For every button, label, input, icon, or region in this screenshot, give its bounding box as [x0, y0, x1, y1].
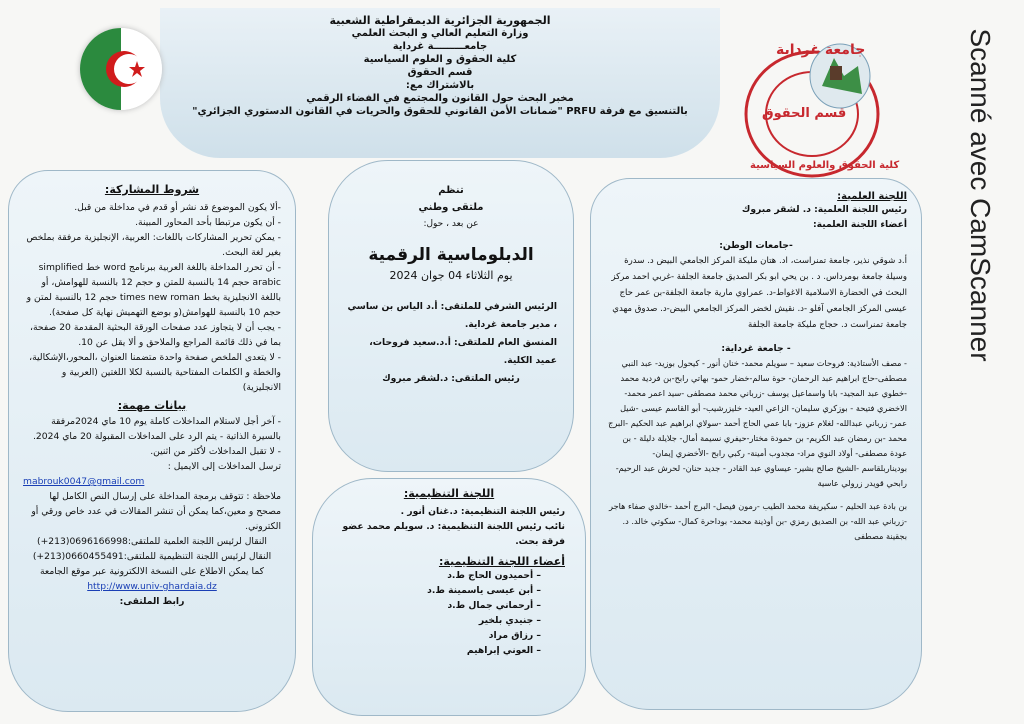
organizing-member: – أحميدون الحاج ط.د: [447, 570, 541, 581]
remote-text: عن بعد ، حول:: [423, 219, 479, 229]
seal-faculty-text: كلية الحقوق والعلوم السياسية: [750, 160, 900, 171]
condition-item: - يمكن تحرير المشاركات باللغات: العربية، الإنجليزية مرفقة بملخص بغير لغة البحث.: [26, 232, 281, 258]
national-universities-text: أ.د شوقي نذير، جامعة تمنراست، اد. هتان مليكة المركز الجامعي البيض د. سدرة وسيلة جامعة بومرداس. د . بن يحي ابو بكر الصديق جامعة الجلفة -غربي احمد مركز البحث في الحضارة الاسلامية الاغواط-د. عمراوي مارية جامعة الجلفة-بن عمر حاج عيسى المركز الجامعي آفلو -د. نقيش لخضر المركز الجامعي البيض-د. صدوق مهدي جامعة تمنراست د. حجاج مليكة جامعة الجلفة: [611, 256, 907, 330]
organizing-president: رئيس اللجنة التنظيمية: د.غنان أنور .: [400, 506, 565, 517]
header-republic: الجمهورية الجزائرية الديمقراطية الشعبية: [329, 14, 551, 27]
organizing-vice: نائب رئيس اللجنة التنظيمية: د. سويلم محمد عضو فرقة بحث.: [342, 521, 565, 547]
ghardaia-heading: - جامعة غرداية:: [721, 343, 791, 354]
dates-heading: بيانات مهمة:: [117, 399, 187, 412]
condition-item: -ألا يكون الموضوع قد نشر أو قدم في مداخلة من قبل.: [74, 202, 281, 213]
seal-university-text: جامعة غرداية: [776, 42, 866, 58]
website-link[interactable]: http://www.univ-ghardaia.dz: [87, 581, 217, 592]
access-text: كما يمكن الاطلاع على النسخة الالكترونية عبر موقع الجامعة: [39, 566, 265, 577]
conference-title: الدبلوماسية الرقمية: [368, 245, 534, 265]
organizing-heading: اللجنة التنظيمية:: [403, 487, 495, 500]
organizing-member: – رزاق مراد: [488, 630, 541, 641]
scanner-watermark: [950, 30, 1010, 360]
conference-date: يوم الثلاثاء 04 جوان 2024: [389, 269, 513, 282]
scientific-president: رئيس اللجنة العلمية: د. لشقر مبروك: [741, 204, 907, 215]
organizes-text: تنظم: [438, 185, 464, 196]
header-ministry: وزارة التعليم العالي و البحث العلمي: [351, 28, 529, 39]
condition-item: - لا يتعدى الملخص صفحة واحدة متضمنا العنوان ،المحور،الإشكالية، والخطة و الكلمات المفتاحية بالنسبة لكلا اللغتين (العربية و الانجليزية): [29, 352, 281, 393]
phone-organizing: النقال لرئيس اللجنة التنظيمية للملتقى:0660455491(213+): [32, 551, 272, 562]
conference-link-label: رابط الملتقى:: [119, 596, 185, 607]
scientific-members-label: أعضاء اللجنة العلمية:: [812, 219, 907, 230]
phone-scientific: النقال لرئيس اللجنة العلمية للملتقى:0696166998(213+): [37, 536, 267, 547]
university-seal-icon: [722, 36, 902, 186]
organizing-member: – أرحماني جمال ط.د: [447, 600, 541, 611]
organizing-member: – أبن عيسى ياسمينة ط.د: [427, 585, 541, 596]
header-lab: مخبر البحث حول القانون والمجتمع في الفضاء الرقمي: [306, 93, 574, 104]
header-university: جامعـــــــــة غرداية: [392, 41, 488, 52]
organizing-member: – العوني إبراهيم: [466, 645, 541, 656]
organizing-members-heading: أعضاء اللجنة التنظيمية:: [438, 555, 565, 568]
general-coordinator: المنسق العام للملتقى: أ.د.سعيد فروحات، عميد الكلية.: [369, 337, 557, 366]
header-department: قسم الحقوق: [407, 67, 473, 78]
header-partnership: بالاشتراك مع:: [405, 80, 475, 91]
scientific-committee-panel: [590, 178, 922, 710]
national-universities-heading: -جامعات الوطن:: [719, 240, 793, 251]
organizing-committee-panel: [312, 478, 586, 716]
conditions-panel: [8, 170, 296, 712]
scientific-heading: اللجنة العلمية:: [837, 191, 907, 202]
send-label: ترسل المداخلات إلى الايميل :: [167, 461, 281, 472]
conditions-heading: شروط المشاركة:: [104, 183, 200, 196]
conference-president: رئيس الملتقى: د.لشقر مبروك: [382, 373, 520, 384]
scanner-watermark-text: Scanné avec CamScanner: [965, 28, 996, 362]
condition-item: - أن تحرر المداخلة باللغة العربية ببرنامج word خط simplified arabic حجم 14 بالنسبة للمتن و حجم 12 بالنسبة للهوامش، أو باللغة الانجليزية بخط times new roman حجم 12 بالنسبة لمتن و حجم 10 بالنسبة للهوامش(و بوضع التهميش نهاية كل صفحة).: [26, 262, 281, 318]
condition-item: - يجب أن لا يتجاوز عدد صفحات الورقة البحثية المقدمة 20 صفحة، بما في ذلك قائمة المراجع والملاحق و ألا يقل عن 10.: [30, 322, 281, 348]
email-link[interactable]: mabrouk0047@gmail.com: [23, 476, 145, 487]
header-banner: [160, 8, 720, 158]
extra-members-text: بن بادة عبد الحليم - سكيريفة محمد الطيب -رمون فيصل- البرج أحمد -خالدي صفاء هاجر -زرباني عبد الله- بن الصديق رمزي -بن أوذينة محمد- بوداحرة كمال- سكوتي خالد. د. بجقينة مصطفى: [609, 501, 907, 541]
conference-panel: [328, 160, 574, 472]
header-prfu: بالتنسيق مع فرقة PRFU "ضمانات الأمن القانوني للحقوق والحريات في القانون الدستوري الجزائري": [192, 106, 688, 117]
honorary-president: الرئيس الشرفي للملتقى: أ.د الياس بن ساسي ، مدير جامعة غرداية.: [347, 301, 557, 330]
seal-department-text: قسم الحقوق: [762, 106, 847, 121]
algeria-flag-icon: [80, 28, 162, 110]
date-item: - آخر أجل لاستلام المداخلات كاملة يوم 10 ماي 2024مرفقة بالسيرة الذاتية - يتم الرد على المداخلات المقبولة 20 ماي 2024.: [33, 416, 281, 442]
condition-item: - أن يكون مرتبطا بأحد المحاور المبينة.: [135, 217, 281, 228]
organizing-member: – جنيدي بلخير: [478, 615, 541, 626]
note-text: ملاحظة : تتوقف برمجة المداخلة على إرسال النص الكامل لها مصحح و معين،كما يمكن أن تنشر المقالات في عدد خاص ورقي أو الكتروني.: [31, 491, 281, 532]
header-faculty: كلية الحقوق و العلوم السياسية: [363, 54, 517, 65]
event-type: ملتقى وطني: [418, 202, 484, 213]
date-item: - لا تقبل المداخلات لأكثر من اثنين.: [150, 446, 281, 457]
ghardaia-members-text: - مصف الأستاذية: فروحات سعيد – سويلم محمد- خنان أنور - كيحول بوزيد- عبد النبي مصطفى-حاج ابراهيم عبد الرحمان- حوة سالم-خضار حمو- بهاتي رابح-بن فردية محمد -خطوي عبد المجيد- بابا واسماعيل يوسف -زرباني محمد مصطفى -سيد اعمر محمد- الاخضري فتيحة - بوزكري سليمان- الزاعي العيد- خليزرشيب- أبو القاسم عيسى -شيل عمر- زرباني عبدالله- لغلام عزوز- بابا عمي الحاج أحمد -سولاي ابراهيم عبد الحكيم -البرج محمد -بن رمضان عبد الكريم- بن حمودة مختار-حيفري نسيمة أمال- جلايلة دليلة - بن عودة مصطفى- أولاد النوي مراد- مجدوب أمينة- ركبي رابح -الأخضري إيمان- بوديناربلقاسم -الشيخ صالح بشير- عيساوي عبد القادر - جديد حنان- لحرش عبد الرحيم- رابحي قويدر زرولي عاسية: [608, 358, 907, 488]
